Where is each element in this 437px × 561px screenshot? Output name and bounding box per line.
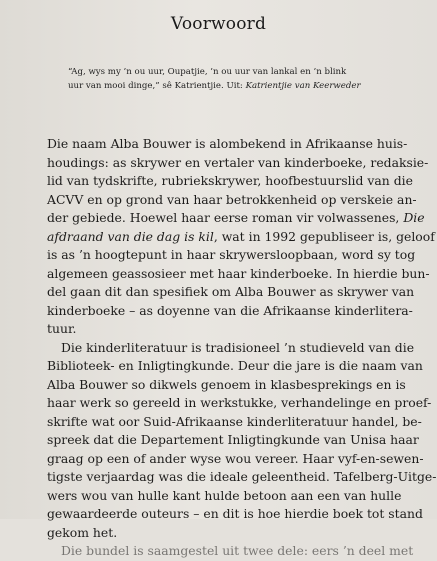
body-text (47, 135, 437, 561)
paragraph-line: haar werk so gereeld in werkstukke, verhandelinge en proef- (47, 395, 432, 410)
paragraph-line: Die naam Alba Bouwer is alombekend in Afrikaanse huis- (47, 136, 408, 151)
text-span: , wat in 1992 gepubliseer is, geloof (213, 228, 435, 244)
book-title-italic: Die (403, 210, 425, 225)
paragraph-line: graag op een of ander wyse wou vereer. Haar vyf-en-sewen- (47, 450, 424, 466)
paragraph-line: houdings: as skrywer en vertaler van kinderboeke, redaksie- (47, 154, 429, 170)
paragraph-line: lid van tydskrifte, rubriekskrywer, hoofbestuurslid van die (47, 173, 413, 188)
paragraph-line: gewaardeerde outeurs – en dit is hoe hierdie boek tot stand (47, 506, 423, 521)
paragraph-line: spreek dat die Departement Inligtingkunde van Unisa haar (47, 432, 419, 447)
book-title-italic: afdraand van die dag is kil (47, 228, 214, 244)
paragraph-line: tuur. (47, 321, 77, 336)
page-title: Voorwoord (170, 14, 267, 34)
text-span: der gebiede. Hoewel haar eerse roman vir volwassenes, (47, 210, 404, 225)
paragraph-line (47, 228, 435, 247)
paragraph-line: algemeen geassosieer met haar kinderboeke. In hierdie bun- (47, 265, 430, 281)
paragraph-line: Die kinderliteratuur is tradisioneel ’n studieveld van die (61, 339, 415, 355)
epigraph-source: Katrientjie van Keerweder (245, 81, 361, 91)
paragraph-line (47, 209, 432, 228)
paragraph-line: tigste verjaardag was die ideale geleentheid. Tafelberg-Uitge- (47, 469, 437, 484)
epigraph (68, 65, 418, 93)
paragraph-line: del gaan dit dan spesifiek om Alba Bouwer as skrywer van (47, 284, 415, 299)
paragraph-line-cutoff: Die bundel is saamgestel uit twee dele: eers ’n deel met (61, 543, 414, 558)
paragraph-line: is as ’n hoogtepunt in haar skrywersloopbaan, word sy tog (47, 247, 416, 262)
paragraph-line: wers wou van hulle kant hulde betoon aan een van hulle (47, 487, 402, 503)
paragraph-line: ACVV en op grond van haar betrokkenheid op verskeie an- (47, 191, 417, 207)
paragraph-line: Alba Bouwer so dikwels genoem in klasbesprekings en is (47, 376, 406, 392)
epigraph-line (68, 79, 418, 93)
paragraph-line: Biblioteek- en Inligtingkunde. Deur die jare is die naam van (47, 358, 423, 373)
epigraph-text: uur van mooi dinge,” sê Katrientjie. Uit: (68, 81, 246, 91)
epigraph-line: “Ag, wys my ’n ou uur, Oupatjie, ’n ou uur van lankal en ’n blink (68, 67, 347, 77)
paragraph-line: skrifte wat oor Suid-Afrikaanse kinderliteratuur handel, be- (47, 413, 422, 429)
paragraph-line: gekom het. (47, 524, 118, 540)
paragraph-line: kinderboeke – as doyenne van die Afrikaanse kinderlitera- (47, 302, 413, 318)
